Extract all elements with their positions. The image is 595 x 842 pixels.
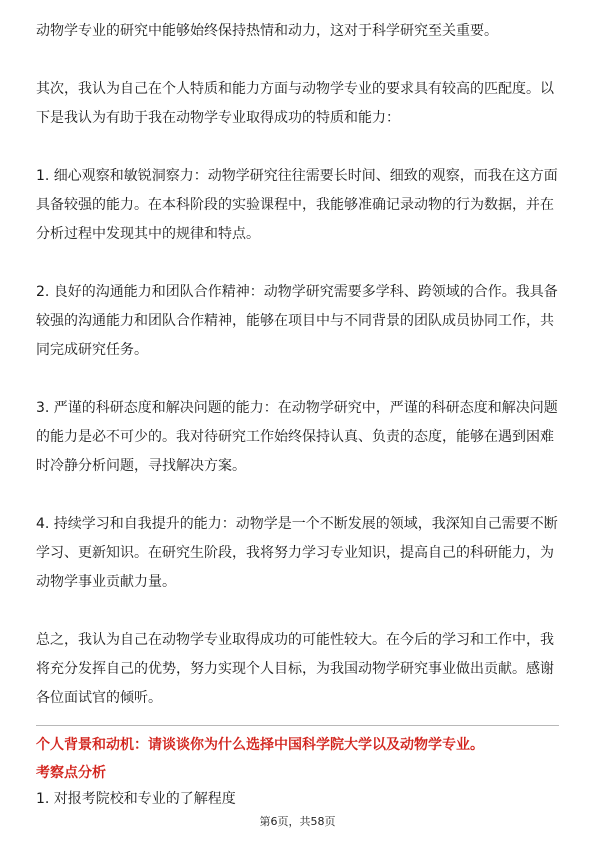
paragraph-trait-3: 3. 严谨的科研态度和解决问题的能力：在动物学研究中，严谨的科研态度和解决问题的能力是必不可少的。我对待研究工作始终保持认真、负责的态度，能够在遇到困难时冷静分析问题，寻找解决方案。 [36,400,558,474]
paragraph-intro-end: 动物学专业的研究中能够始终保持热情和动力，这对于科学研究至关重要。 [36,23,498,39]
paragraph-second-point: 其次，我认为自己在个人特质和能力方面与动物学专业的要求具有较高的匹配度。以下是我认为有助于我在动物学专业取得成功的特质和能力： [36,81,554,126]
page-number: 第6页，共58页 [259,815,336,828]
analysis-heading: 考察点分析 [36,765,106,781]
paragraph-trait-2: 2. 良好的沟通能力和团队合作精神：动物学研究需要多学科、跨领域的合作。我具备较强的沟通能力和团队合作精神，能够在项目中与不同背景的团队成员协同工作，共同完成研究任务。 [36,284,558,358]
paragraph-conclusion: 总之，我认为自己在动物学专业取得成功的可能性较大。在今后的学习和工作中，我将充分发挥自己的优势，努力实现个人目标，为我国动物学研究事业做出贡献。感谢各位面试官的倾听。 [36,632,554,706]
paragraph-trait-1: 1. 细心观察和敏锐洞察力：动物学研究往往需要长时间、细致的观察，而我在这方面具备较强的能力。在本科阶段的实验课程中，我能够准确记录动物的行为数据，并在分析过程中发现其中的规律和特点。 [36,168,558,242]
body-text [36,17,560,713]
question-heading: 个人背景和动机：请谈谈你为什么选择中国科学院大学以及动物学专业。 [36,737,484,753]
analysis-item-1: 1. 对报考院校和专业的了解程度 [36,791,236,807]
section-divider [36,725,559,726]
paragraph-trait-4: 4. 持续学习和自我提升的能力：动物学是一个不断发展的领域，我深知自己需要不断学习、更新知识。在研究生阶段，我将努力学习专业知识，提高自己的科研能力，为动物学事业贡献力量。 [36,516,558,590]
